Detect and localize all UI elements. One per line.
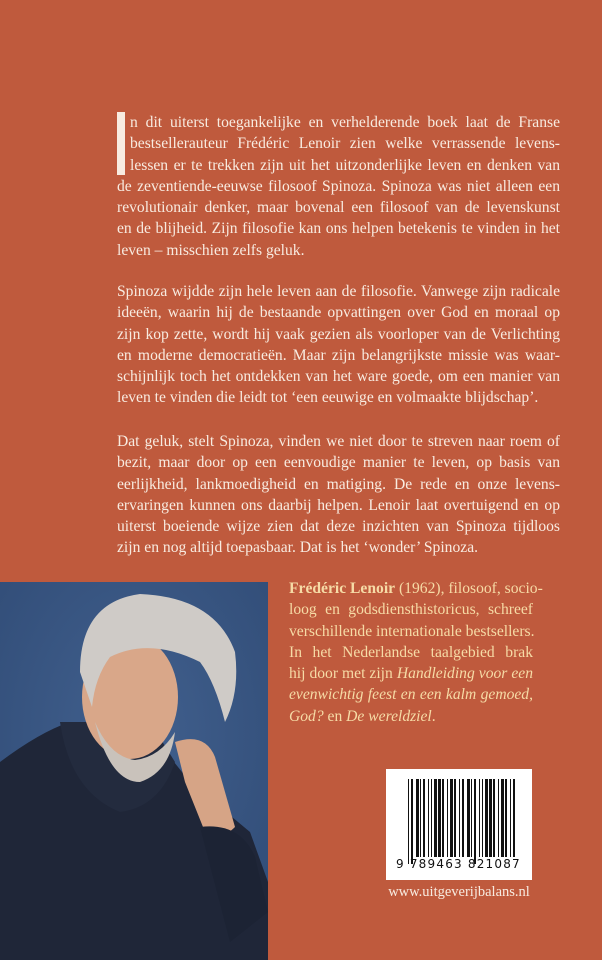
text-line: leven te vinden die leidt tot ‘een eeuwige en volmaakte blijdschap’. xyxy=(117,389,539,407)
bio-line xyxy=(289,706,533,727)
barcode-bar xyxy=(471,779,472,857)
text-line: bezit, maar door op een eenvoudige manier te leven, op basis van xyxy=(117,454,560,472)
text-line: eerlijkheid, lankmoedigheid en matiging. De rede en onze levens- xyxy=(117,475,560,493)
blurb-paragraph-1 xyxy=(117,112,560,261)
barcode-bar xyxy=(450,779,453,857)
barcode-bar xyxy=(408,779,409,864)
barcode-bar xyxy=(474,779,476,864)
barcode-bar xyxy=(416,779,419,857)
bio-text: (1962), filosoof, socio- xyxy=(395,580,543,597)
text-line: Dat geluk, stelt Spinoza, vinden we niet door te streven naar roem of xyxy=(117,433,560,450)
barcode-bar xyxy=(505,779,507,857)
text-line: uiterst boeiende wijze zien dat deze inzichten van Spinoza tijdloos xyxy=(117,518,560,536)
barcode-bar xyxy=(467,779,470,857)
barcode-bar xyxy=(420,779,421,857)
text-line: leven – misschien zelfs geluk. xyxy=(117,241,305,259)
text-line: en moderne democratieën. Maar zijn belangrijkste missie was waar- xyxy=(117,346,560,364)
text-line: ervaringen kunnen ons daarbij helpen. Lenoir laat overtuigend en op xyxy=(117,496,560,514)
bio-line xyxy=(289,663,533,684)
text-line: bestsellerauteur Frédéric Lenoir zien welke verrassende levens- xyxy=(130,135,560,153)
text-line: de zeventiende-eeuwse filosoof Spinoza. Spinoza was niet alleen een xyxy=(117,177,560,195)
barcode-bar xyxy=(438,779,441,857)
barcode-bar xyxy=(485,779,488,857)
text-line: n dit uiterst toegankelijke en verhelderende boek laat de Franse xyxy=(130,114,560,131)
publisher-url[interactable]: www.uitgeverijbalans.nl xyxy=(388,884,530,900)
text-line: zijn en nog altijd toepasbaar. Dat is het ‘wonder’ Spinoza. xyxy=(117,539,479,557)
barcode-bar xyxy=(462,779,464,857)
barcode-bar xyxy=(428,779,429,857)
barcode-bar xyxy=(513,779,515,857)
text-line: Spinoza wijdde zijn hele leven aan de filosofie. Vanwege zijn radicale xyxy=(117,283,560,300)
blurb-paragraph-2 xyxy=(117,281,560,409)
barcode-bars xyxy=(408,779,516,864)
bio-line xyxy=(289,684,533,705)
barcode-bar xyxy=(501,779,504,857)
barcode-bar xyxy=(434,779,437,857)
barcode-bar xyxy=(459,779,460,857)
barcode-bar xyxy=(431,779,432,857)
author-name: Frédéric Lenoir xyxy=(289,580,396,597)
bio-line: loog en godsdiensthistoricus, schreef xyxy=(289,601,533,619)
text-line: zijn kop zette, wordt hij vaak gezien als voorloper van de Verlichting xyxy=(117,325,560,343)
text-line: revolutionair denker, maar bovenal een filosoof van de levenskunst xyxy=(117,199,560,217)
barcode-bar xyxy=(482,779,483,857)
barcode-bar xyxy=(498,779,499,857)
barcode-bar xyxy=(411,779,413,864)
barcode-bar xyxy=(493,779,495,857)
bio-line: In het Nederlandse taalgebied brak xyxy=(289,643,533,661)
barcode-bar xyxy=(489,779,492,857)
isbn-barcode xyxy=(386,769,532,880)
barcode-bar xyxy=(454,779,456,857)
blurb-paragraph-3 xyxy=(117,431,560,559)
book-title: Handleiding voor een xyxy=(396,665,533,683)
text-line: ideeën, waarin hij de bestaande opvattingen over God en moraal op xyxy=(117,304,560,322)
author-bio xyxy=(289,578,543,727)
bio-text: en xyxy=(323,707,347,725)
text-line: lessen er te trekken zijn uit het uitzonderlijke leven en denken van xyxy=(130,156,560,174)
bio-text: . xyxy=(431,707,436,725)
author-photo xyxy=(0,582,268,960)
book-title: God? xyxy=(289,707,324,725)
barcode-bar xyxy=(479,779,480,857)
barcode-bar xyxy=(423,779,425,857)
barcode-bar xyxy=(510,779,511,857)
book-title: De wereldziel xyxy=(346,707,432,725)
text-line: schijnlijk toch het ontdekken van het ware goede, om een manier van xyxy=(117,368,560,386)
barcode-bar xyxy=(442,779,444,857)
text-line: en de blijheid. Zijn filosofie kan ons helpen betekenis te vinden in het xyxy=(117,220,560,238)
book-title: evenwichtig feest en een kalm gemoed, xyxy=(289,686,533,704)
bio-line: verschillende internationale bestsellers. xyxy=(289,622,535,640)
bio-line xyxy=(289,578,543,599)
barcode-bar xyxy=(447,779,448,857)
isbn-number: 9 789463 821087 xyxy=(396,857,521,871)
bio-text: hij door met zijn xyxy=(289,665,397,683)
